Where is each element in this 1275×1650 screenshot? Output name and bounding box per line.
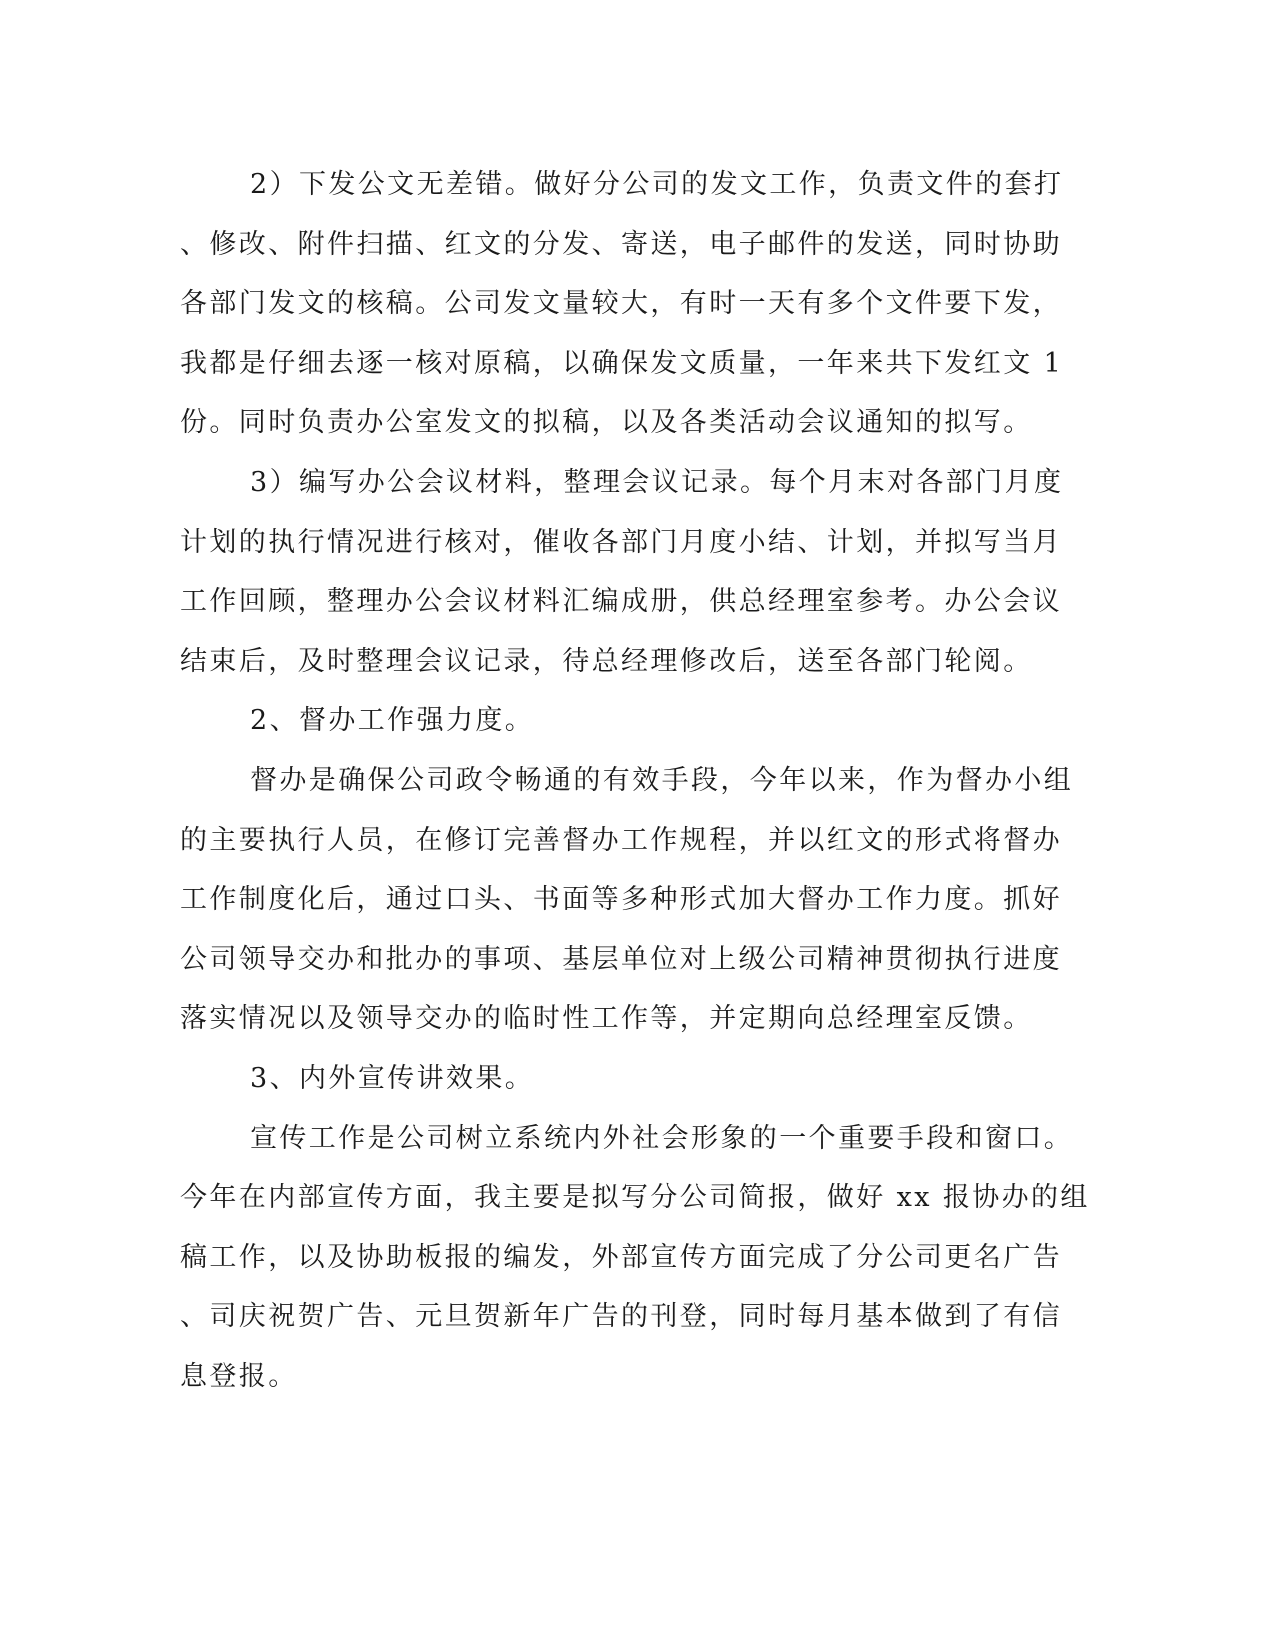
body-text bbox=[180, 155, 1090, 1406]
section-heading: 2、督办工作强力度。 bbox=[250, 705, 535, 737]
text-line: 工作制度化后，通过口头、书面等多种形式加大督办工作力度。抓好 bbox=[180, 884, 1062, 916]
section-heading: 3、内外宣传讲效果。 bbox=[250, 1062, 535, 1094]
text-line: 的主要执行人员，在修订完善督办工作规程，并以红文的形式将督办 bbox=[180, 824, 1062, 856]
text-line: 工作回顾，整理办公会议材料汇编成册，供总经理室参考。办公会议 bbox=[180, 586, 1062, 618]
text-line: 3）编写办公会议材料，整理会议记录。每个月末对各部门月度 bbox=[250, 466, 1064, 498]
text-line: 份。同时负责办公室发文的拟稿，以及各类活动会议通知的拟写。 bbox=[180, 407, 1033, 439]
text-line: 稿工作，以及协助板报的编发，外部宣传方面完成了分公司更名广告 bbox=[180, 1241, 1062, 1273]
text-line: 结束后，及时整理会议记录，待总经理修改后，送至各部门轮阅。 bbox=[180, 645, 1033, 677]
text-line: 公司领导交办和批办的事项、基层单位对上级公司精神贯彻执行进度 bbox=[180, 943, 1062, 975]
text-line: 宣传工作是公司树立系统内外社会形象的一个重要手段和窗口。 bbox=[250, 1122, 1074, 1154]
text-line: 2）下发公文无差错。做好分公司的发文工作，负责文件的套打 bbox=[250, 169, 1064, 200]
text-line: 我都是仔细去逐一核对原稿，以确保发文质量，一年来共下发红文 1 bbox=[180, 347, 1064, 379]
text-line: 息登报。 bbox=[180, 1360, 298, 1392]
text-line: 计划的执行情况进行核对，催收各部门月度小结、计划，并拟写当月 bbox=[180, 526, 1062, 558]
text-line: 、司庆祝贺广告、元旦贺新年广告的刊登，同时每月基本做到了有信 bbox=[180, 1301, 1062, 1333]
text-line: 落实情况以及领导交办的临时性工作等，并定期向总经理室反馈。 bbox=[180, 1003, 1033, 1035]
text-line: 今年在内部宣传方面，我主要是拟写分公司简报，做好 xx 报协办的组 bbox=[180, 1182, 1090, 1214]
text-line: 督办是确保公司政令畅通的有效手段，今年以来，作为督办小组 bbox=[250, 764, 1074, 796]
text-line: 、修改、附件扫描、红文的分发、寄送，电子邮件的发送，同时协助 bbox=[180, 228, 1062, 260]
text-line: 各部门发文的核稿。公司发文量较大，有时一天有多个文件要下发， bbox=[180, 288, 1062, 320]
